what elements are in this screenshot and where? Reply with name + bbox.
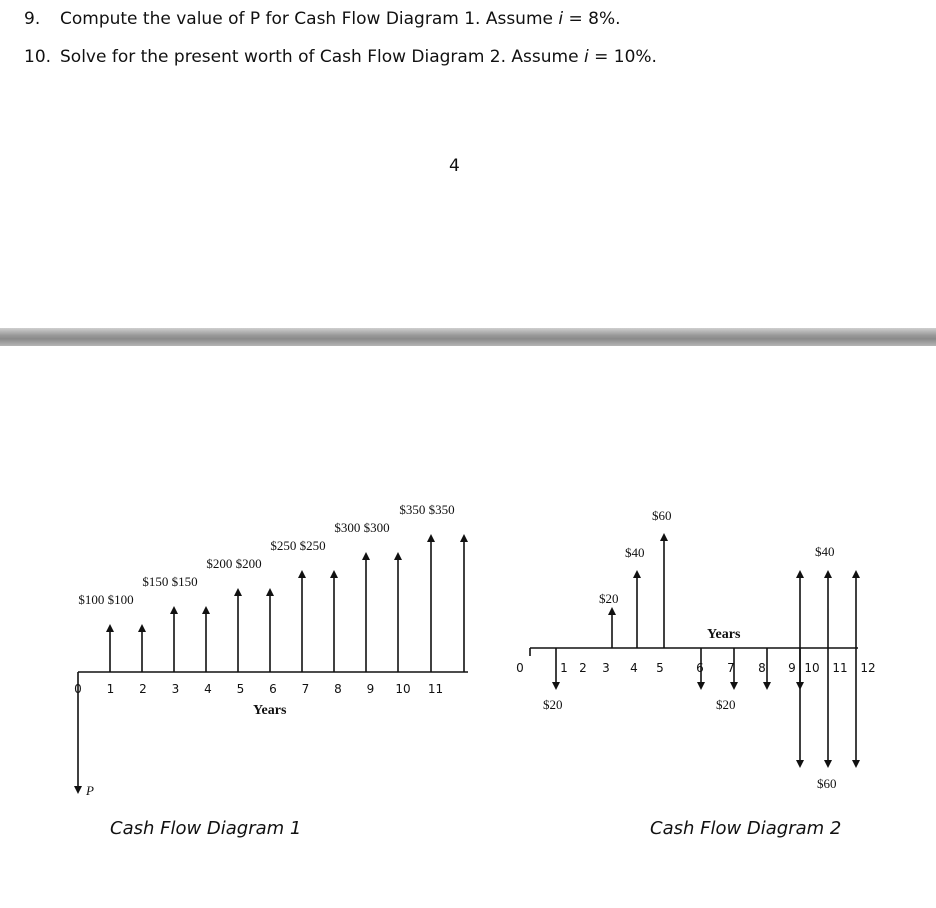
d2-label-neg20-a: $20 bbox=[543, 697, 563, 712]
d2-caption: Cash Flow Diagram 2 bbox=[650, 818, 842, 839]
question-number: 10. bbox=[24, 47, 52, 67]
d1-year-tick: 11 bbox=[427, 682, 444, 696]
interest-var: i bbox=[558, 9, 564, 29]
d1-pair-label: $300 $300 bbox=[334, 520, 390, 535]
d1-year-tick: 10 bbox=[395, 682, 411, 696]
d2-year-tick: 4 bbox=[630, 661, 638, 675]
question-text-end: = 10%. bbox=[588, 47, 657, 67]
d2-label-neg60: $60 bbox=[817, 776, 837, 791]
d2-year-tick: 12 bbox=[860, 661, 876, 675]
d2-year-tick: 6 bbox=[696, 661, 704, 675]
d1-year-tick: 5 bbox=[236, 682, 245, 696]
d1-present-label: P bbox=[86, 783, 94, 798]
d1-year-tick: 3 bbox=[171, 682, 180, 696]
d1-year-tick: 9 bbox=[366, 682, 375, 696]
d1-pair-label: $250 $250 bbox=[270, 538, 326, 553]
d2-year-tick: 2 bbox=[579, 661, 587, 675]
d2-year-tick: 5 bbox=[656, 661, 664, 675]
d1-pair-label: $200 $200 bbox=[206, 556, 262, 571]
d2-year-tick: 3 bbox=[602, 661, 610, 675]
d2-label-pos20: $20 bbox=[599, 591, 619, 606]
d1-pair-label: $100 $100 bbox=[78, 592, 134, 607]
d1-year-tick: 8 bbox=[334, 682, 342, 696]
question-text: Compute the value of P for Cash Flow Diagram 1. Assume bbox=[60, 9, 559, 29]
d1-year-tick: 4 bbox=[204, 682, 212, 696]
d2-year-tick: 10 bbox=[804, 661, 820, 675]
question-number: 9. bbox=[24, 9, 41, 29]
d1-axis-label: Years bbox=[253, 703, 287, 718]
d2-label-pos60: $60 bbox=[652, 508, 672, 523]
d1-pair-label: $350 $350 bbox=[399, 502, 455, 517]
cash-flow-diagram-1 bbox=[74, 502, 468, 839]
d1-year-tick: 0 bbox=[74, 682, 82, 696]
d2-year-tick: 1 bbox=[560, 661, 568, 675]
d2-axis-label: Years bbox=[707, 627, 741, 642]
d2-year-tick: 11 bbox=[832, 661, 848, 675]
cash-flow-diagram-2 bbox=[516, 508, 875, 839]
d1-year-tick: 1 bbox=[106, 682, 115, 696]
d2-label-pos40: $40 bbox=[625, 545, 645, 560]
d2-year-tick: 8 bbox=[758, 661, 766, 675]
d2-label-pos40-b: $40 bbox=[815, 544, 835, 559]
d1-year-tick: 7 bbox=[301, 682, 310, 696]
d2-label-neg20-b: $20 bbox=[716, 697, 736, 712]
d1-caption: Cash Flow Diagram 1 bbox=[110, 818, 302, 839]
d1-pair-label: $150 $150 bbox=[142, 574, 198, 589]
interest-var: i bbox=[583, 47, 589, 67]
question-text-end: = 8%. bbox=[563, 9, 621, 29]
page-number: 4 bbox=[449, 156, 460, 176]
d2-year-tick: 9 bbox=[788, 661, 796, 675]
d1-year-tick: 2 bbox=[139, 682, 147, 696]
question-text: Solve for the present worth of Cash Flow Diagram 2. Assume bbox=[60, 47, 584, 67]
d1-year-tick: 6 bbox=[269, 682, 277, 696]
d2-year-tick: 0 bbox=[516, 661, 524, 675]
d2-year-tick: 7 bbox=[727, 661, 735, 675]
